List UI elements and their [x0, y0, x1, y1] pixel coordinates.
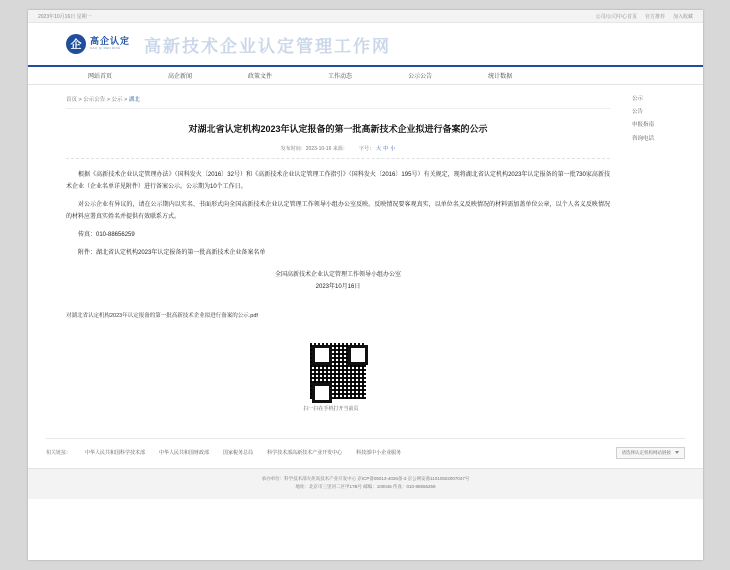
font-size-large[interactable]: 大 — [376, 145, 382, 152]
sidebar-item-phone[interactable]: 咨询电话 — [632, 135, 655, 142]
current-date: 2023年10月16日 星期一 — [38, 13, 92, 20]
article-body — [66, 169, 610, 259]
topbar-links — [596, 13, 693, 20]
logo-mark-icon: 企 — [66, 34, 86, 54]
nav-item-home[interactable]: 网站首页 — [88, 74, 113, 80]
banner-title: 高新技术企业认定管理工作网 — [144, 36, 392, 57]
attachment-link[interactable]: 对湖北省认定机构2023年认定报备的第一批高新技术企业拟进行备案的公示.pdf — [66, 312, 258, 319]
friend-link-4[interactable]: 科技部中小企业服务 — [356, 450, 402, 456]
font-size-small[interactable]: 小 — [390, 145, 396, 152]
breadcrumb-item-1[interactable]: 公示公告 — [83, 97, 106, 103]
friend-link-1[interactable]: 中华人民共和国财政部 — [159, 450, 210, 456]
font-size-medium[interactable]: 中 — [383, 145, 389, 152]
main-nav — [28, 67, 703, 85]
footer-line-0: 承办单位：科学技术部火炬高技术产业开发中心 京ICP备05013-4026备-3 京公网安备11010502007047号 — [261, 475, 470, 481]
breadcrumb-item-0[interactable]: 首页 — [66, 97, 78, 103]
nav-item-policy[interactable]: 政策文件 — [248, 74, 273, 80]
breadcrumb-item-2[interactable]: 公示 — [111, 97, 123, 103]
friend-link-3[interactable]: 科学技术部高新技术产业开发中心 — [267, 450, 343, 456]
site-logo[interactable] — [66, 34, 130, 54]
logo-text-cn: 高企认定 — [90, 36, 131, 47]
top-bar — [28, 10, 703, 23]
nav-item-news[interactable]: 高企新闻 — [168, 74, 193, 80]
sidebar-item-gongshi[interactable]: 公示 — [632, 96, 644, 102]
chevron-down-icon — [675, 451, 679, 454]
topbar-link-2[interactable]: 加入收藏 — [672, 13, 693, 20]
publish-date: 2023-10-16 — [305, 145, 332, 152]
article-title: 对湖北省认定机构2023年认定报备的第一批高新技术企业拟进行备案的公示 — [188, 124, 488, 134]
breadcrumb-current: 湖北 — [128, 97, 140, 103]
topbar-link-1[interactable]: 官方推荐 — [644, 13, 665, 20]
logo-text-en: GAO QI REN DING — [90, 46, 121, 51]
signature-org: 全国高新技术企业认定管理工作领导小组办公室 — [274, 271, 401, 278]
font-size-control — [359, 146, 395, 152]
sidebar-item-gonggao[interactable]: 公告 — [632, 109, 644, 116]
breadcrumb: 首页 > 公示公告 > 公示 > 湖北 — [66, 95, 610, 109]
qr-code-icon — [310, 343, 366, 399]
body-wrapper — [28, 85, 703, 412]
institution-select[interactable] — [616, 447, 686, 459]
site-banner — [28, 23, 703, 67]
nav-item-work[interactable]: 工作动态 — [328, 74, 353, 80]
friend-link-2[interactable]: 国家税务总局 — [223, 450, 254, 456]
footer-line-1: 地址：北京市三里河二区甲17B号 邮编：100045 传真：010-88656259 — [295, 484, 436, 490]
sidebar — [628, 85, 703, 412]
sidebar-item-guide[interactable]: 申报指南 — [632, 122, 655, 129]
friend-links-label: 相关链接： — [46, 450, 72, 456]
article-meta — [66, 145, 610, 159]
page-container — [28, 10, 703, 560]
publish-label: 发布时间： — [280, 145, 306, 152]
article-paragraph-0: 根据《高新技术企业认定管理办法》（国科发火〔2016〕32号）和《高新技术企业认定管理工作指引》（国科发火〔2016〕195号）有关规定，现将湖北省认定机构2023年认定报备的第一批730家高新技术企业（企业名单详见附件）进行备案公示。公示期为10个工作日。 — [66, 171, 610, 190]
friend-links — [46, 438, 685, 459]
topbar-link-0[interactable]: 公司/公司中心首页 — [595, 13, 637, 20]
source-label: 来源： — [332, 145, 348, 152]
nav-item-announcements[interactable]: 公示公告 — [408, 74, 433, 80]
site-footer — [28, 468, 703, 499]
signature-date: 2023年10月16日 — [315, 283, 361, 290]
nav-item-statistics[interactable]: 统计数据 — [488, 74, 513, 80]
article-signature — [66, 269, 610, 293]
friend-link-0[interactable]: 中华人民共和国科学技术部 — [85, 450, 146, 456]
main-content — [28, 85, 628, 412]
logo-text — [90, 37, 130, 50]
qr-caption: 扫一扫在手机打开当前页 — [303, 405, 359, 412]
article-paragraph-1: 对公示企业有异议的，请在公示期内以实名、书面形式向全国高新技术企业认定管理工作领导小组办公室反映。反映情况要客观真实，以单位名义反映情况的材料需加盖单位公章，以个人名义反映情况的材料应署真实姓名并提供有效联系方式。 — [66, 201, 610, 220]
institution-select-label: 请选择认定机构网站链接 — [621, 449, 671, 455]
font-size-label: 字号： — [359, 145, 375, 152]
article-paragraph-3: 附件：湖北省认定机构2023年认定报备的第一批高新技术企业备案名单 — [78, 249, 266, 256]
qr-section — [303, 343, 368, 412]
article-paragraph-2: 传真：010-88656259 — [78, 231, 135, 238]
